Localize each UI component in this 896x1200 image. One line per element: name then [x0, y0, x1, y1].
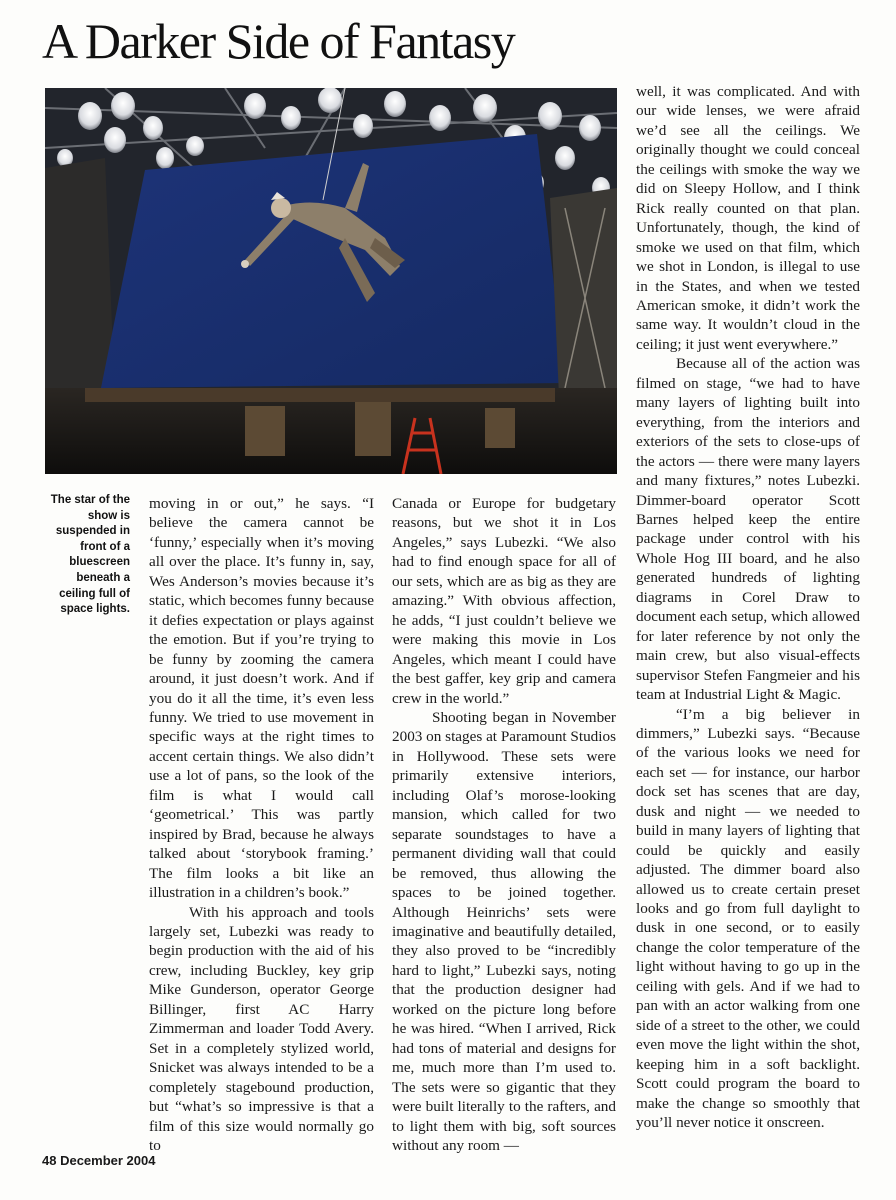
text-column-2 [392, 494, 616, 1155]
paragraph: With his approach and tools largely set, Lubezki was ready to begin production with the aid of his crew, including Buckley, key grip Mike Gunderson, operator George Billinger, first AC Harry Zimmerman and loader Todd Avery. Set in a completely stylized world, Snicket was always intended to be a completely stagebound production, but “what’s so impressive is that a film of this size would normally go to [149, 903, 374, 1154]
paragraph: Canada or Europe for budgetary reasons, but we shot it in Los Angeles,” says Lubezki. “We also had to find enough space for all of our sets, which are as big as they are amazing.” With obvious affection, he adds, “I just couldn’t believe we were making this movie in Los Angeles, which meant I could have the best gaffer, key grip and camera crew in the world.” [392, 495, 616, 707]
photo-caption: The star of the show is suspended in front of a bluescreen beneath a ceiling full of space lights. [50, 494, 130, 616]
page-folio: 48 December 2004 [42, 1153, 156, 1168]
headline: A Darker Side of Fantasy [42, 13, 515, 69]
paragraph: Because all of the action was filmed on stage, “we had to have many layers of lighting built into everything, from the interiors and exteriors of the sets to close-ups of the actors — there were many layers and many fixtures,” notes Lubezki. Dimmer-board operator Scott Barnes helped keep the entire package under control with his Whole Hog III board, and he also generated hundreds of lighting diagrams in Corel Draw to document each setup, which allowed for later reference by not only the main crew, but also visual-effects supervisor Stefen Fangmeier and his team at Industrial Light & Magic. [636, 355, 860, 704]
bluescreen-stage-photo [45, 88, 617, 474]
text-column-3 [636, 82, 860, 1132]
paragraph: moving in or out,” he says. “I believe the camera cannot be ‘funny,’ especially when it’s moving all over the place. It’s funny in, say, Wes Anderson’s movies because it’s static, which becomes funny because it defies expectation or plays against the emotion. But if you’re trying to be funny by zooming the camera around, it just doesn’t work. And if you do it all the time, it’s even less funny. We tried to use movement in specific ways at the right times to accent certain things. We also didn’t use a lot of pans, so the look of the film is what I would call ‘geometrical.’ This was partly inspired by Brad, because he always talked about ‘storybook framing.’ The film looks a bit like an illustration in a children’s book.” [149, 495, 374, 902]
text-column-1 [149, 494, 374, 1155]
paragraph: Shooting began in November 2003 on stages at Paramount Studios in Hollywood. These sets were primarily extensive interiors, including Olaf’s morose-looking mansion, which called for two separate soundstages to have a permanent dividing wall that could be removed, thus allowing the spaces to be joined together. Although Heinrichs’ sets were imaginative and beautifully detailed, they also proved to be “incredibly hard to light,” Lubezki says, noting that the production designer had worked on the picture long before he was hired. “When I arrived, Rick had tons of material and designs for me, much more than I’m used to. The sets were so gigantic that they were built literally to the rafters, and to light them with big, soft sources without any room — [392, 708, 617, 1154]
paragraph: “I’m a big believer in dimmers,” Lubezki says. “Because of the various looks we need for each set — for instance, our harbor dock set has scenes that are day, dusk and night — we needed to build in many layers of lighting that could be quickly and easily adjusted. The dimmer board also allowed us to create certain preset looks and go from full daylight to dusk in one second, or to easily change the color temperature of the light without having to go up in the ceiling with gels. And if we had to pan with an actor walking from one side of a street to the other, we could even move the light within the shot, keeping him in a soft backlight. Scott could program the board to make the change so smoothly that you’ll never notice it onscreen. [636, 705, 860, 1132]
paragraph: well, it was complicated. And with our wide lenses, we were afraid we’d see all the ceilings. We originally thought we could conceal the ceilings with smoke the way we did on Sleepy Hollow, and I think Rick really counted on that plan. Unfortunately, though, the kind of smoke we used on that film, which we shot in London, is illegal to use in the States, and when we tested American smoke, it didn’t work the same way. It wouldn’t cloud in the ceiling; it just went everywhere.” [636, 83, 860, 353]
